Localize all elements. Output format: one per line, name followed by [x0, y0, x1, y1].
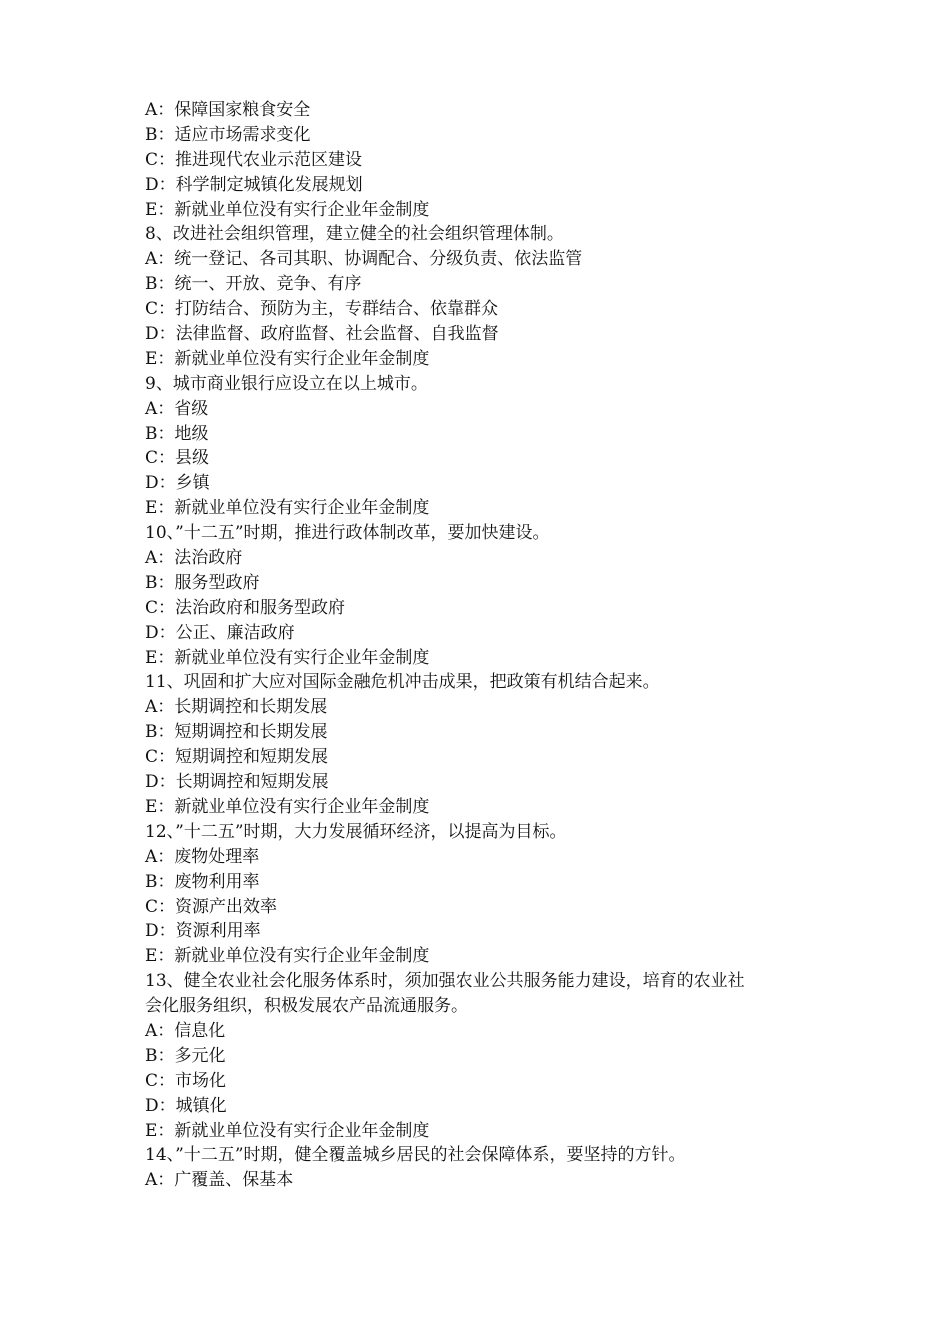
question-line-continued: 会化服务组织，积极发展农产品流通服务。 [145, 996, 468, 1017]
option-line: D：科学制定城镇化发展规划 [145, 174, 363, 195]
option-line: A：保障国家粮食安全 [145, 100, 311, 120]
option-line: A：统一登记、各司其职、协调配合、分级负责、依法监管 [145, 249, 583, 270]
question-line: 8、改进社会组织管理，建立健全的社会组织管理体制。 [145, 224, 564, 245]
option-line: B：多元化 [145, 1045, 226, 1066]
option-line: A：广覆盖、保基本 [145, 1170, 294, 1191]
option-line: D：长期调控和短期发展 [145, 772, 329, 793]
option-line: E：新就业单位没有实行企业年金制度 [145, 348, 430, 369]
option-line: C：资源产出效率 [145, 896, 278, 917]
option-line: B：地级 [145, 423, 209, 444]
option-line: B：服务型政府 [145, 572, 260, 593]
option-line: B：废物利用率 [145, 871, 260, 892]
option-line: D：法律监督、政府监督、社会监督、自我监督 [145, 324, 499, 345]
option-line: D：公正、廉洁政府 [145, 622, 295, 643]
option-line: C：打防结合、预防为主，专群结合、依靠群众 [145, 299, 499, 320]
option-line: E：新就业单位没有实行企业年金制度 [145, 647, 430, 668]
option-line: A：长期调控和长期发展 [145, 697, 328, 718]
question-line: 9、城市商业银行应设立在以上城市。 [145, 373, 428, 394]
option-line: E：新就业单位没有实行企业年金制度 [145, 199, 430, 220]
question-line: 12、”十二五”时期，大力发展循环经济，以提高为目标。 [145, 821, 567, 842]
question-line: 14、”十二五”时期，健全覆盖城乡居民的社会保障体系，要坚持的方针。 [145, 1145, 686, 1166]
document-body [145, 98, 815, 1193]
option-line: B：统一、开放、竞争、有序 [145, 274, 362, 295]
option-line: D：乡镇 [145, 473, 210, 494]
option-line: C：推进现代农业示范区建设 [145, 149, 363, 170]
option-line: D：城镇化 [145, 1095, 227, 1116]
option-line: E：新就业单位没有实行企业年金制度 [145, 498, 430, 519]
question-line: 13、健全农业社会化服务体系时，须加强农业公共服务能力建设，培育的农业社 [145, 971, 745, 992]
option-line: D：资源利用率 [145, 921, 261, 942]
option-line: E：新就业单位没有实行企业年金制度 [145, 946, 430, 967]
option-line: A：信息化 [145, 1020, 226, 1041]
option-line: A：废物处理率 [145, 846, 260, 867]
option-line: C：法治政府和服务型政府 [145, 597, 346, 618]
option-line: C：县级 [145, 448, 210, 469]
option-line: C：市场化 [145, 1070, 227, 1091]
option-line: B：短期调控和长期发展 [145, 722, 328, 743]
option-line: C：短期调控和短期发展 [145, 747, 329, 768]
option-line: E：新就业单位没有实行企业年金制度 [145, 796, 430, 817]
option-line: A：法治政府 [145, 548, 243, 569]
option-line: A：省级 [145, 398, 209, 419]
question-line: 11、巩固和扩大应对国际金融危机冲击成果，把政策有机结合起来。 [145, 672, 660, 693]
option-line: E：新就业单位没有实行企业年金制度 [145, 1120, 430, 1141]
question-line: 10、”十二五”时期，推进行政体制改革，要加快建设。 [145, 523, 550, 544]
option-line: B：适应市场需求变化 [145, 124, 311, 145]
